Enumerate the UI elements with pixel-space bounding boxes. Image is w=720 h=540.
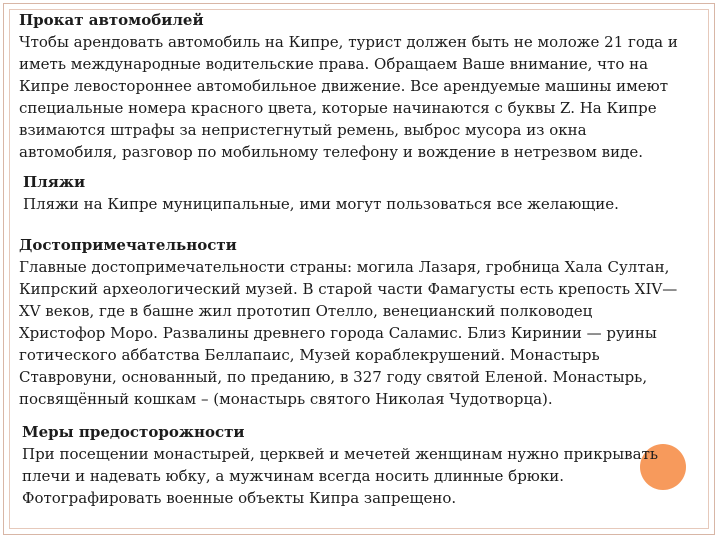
- section-title-precautions: Меры предосторожности: [22, 423, 245, 441]
- section-title-car-rental: Прокат автомобилей: [19, 11, 204, 29]
- section-title-sights: Достопримечательности: [19, 236, 237, 254]
- paragraph-line: Пляжи на Кипре муниципальные, ими могут пользоваться все желающие.: [23, 195, 619, 213]
- paragraph-line: Ставровуни, основанный, по преданию, в 327 году святой Еленой. Монастырь,: [19, 368, 648, 386]
- paragraph-line: готического аббатства Беллапаис, Музей кораблекрушений. Монастырь: [19, 346, 600, 364]
- paragraph-line: плечи и надевать юбку, а мужчинам всегда носить длинные брюки.: [22, 467, 565, 485]
- paragraph-line: Главные достопримечательности страны: могила Лазаря, гробница Хала Султан,: [19, 258, 670, 276]
- section-precautions: [22, 421, 658, 509]
- paragraph-line: При посещении монастырей, церквей и мечетей женщинам нужно прикрывать: [22, 445, 659, 463]
- paragraph-line: посвящённый кошкам – (монастырь святого Николая Чудотворца).: [19, 390, 553, 408]
- paragraph-line: Фотографировать военные объекты Кипра запрещено.: [22, 489, 457, 507]
- section-car-rental: [19, 9, 678, 163]
- paragraph-line: Кипре левостороннее автомобильное движение. Все арендуемые машины имеют: [19, 77, 669, 95]
- section-title-beaches: Пляжи: [23, 173, 86, 191]
- section-beaches: [23, 171, 619, 215]
- paragraph-line: иметь международные водительские права. Обращаем Ваше внимание, что на: [19, 55, 649, 73]
- paragraph-line: Христофор Моро. Развалины древнего города Саламис. Близ Киринии — руины: [19, 324, 657, 342]
- paragraph-line: Кипрский археологический музей. В старой части Фамагусты есть крепость XIV—: [19, 280, 678, 298]
- paragraph-line: автомобиля, разговор по мобильному телефону и вождение в нетрезвом виде.: [19, 143, 643, 161]
- section-sights: [19, 234, 677, 410]
- paragraph-line: Чтобы арендовать автомобиль на Кипре, турист должен быть не моложе 21 года и: [19, 33, 678, 51]
- paragraph-line: специальные номера красного цвета, которые начинаются с буквы Z. На Кипре: [19, 99, 657, 117]
- paragraph-line: взимаются штрафы за непристегнутый ремень, выброс мусора из окна: [19, 121, 587, 139]
- paragraph-line: XV веков, где в башне жил прототип Отелло, венецианский полководец: [19, 302, 593, 320]
